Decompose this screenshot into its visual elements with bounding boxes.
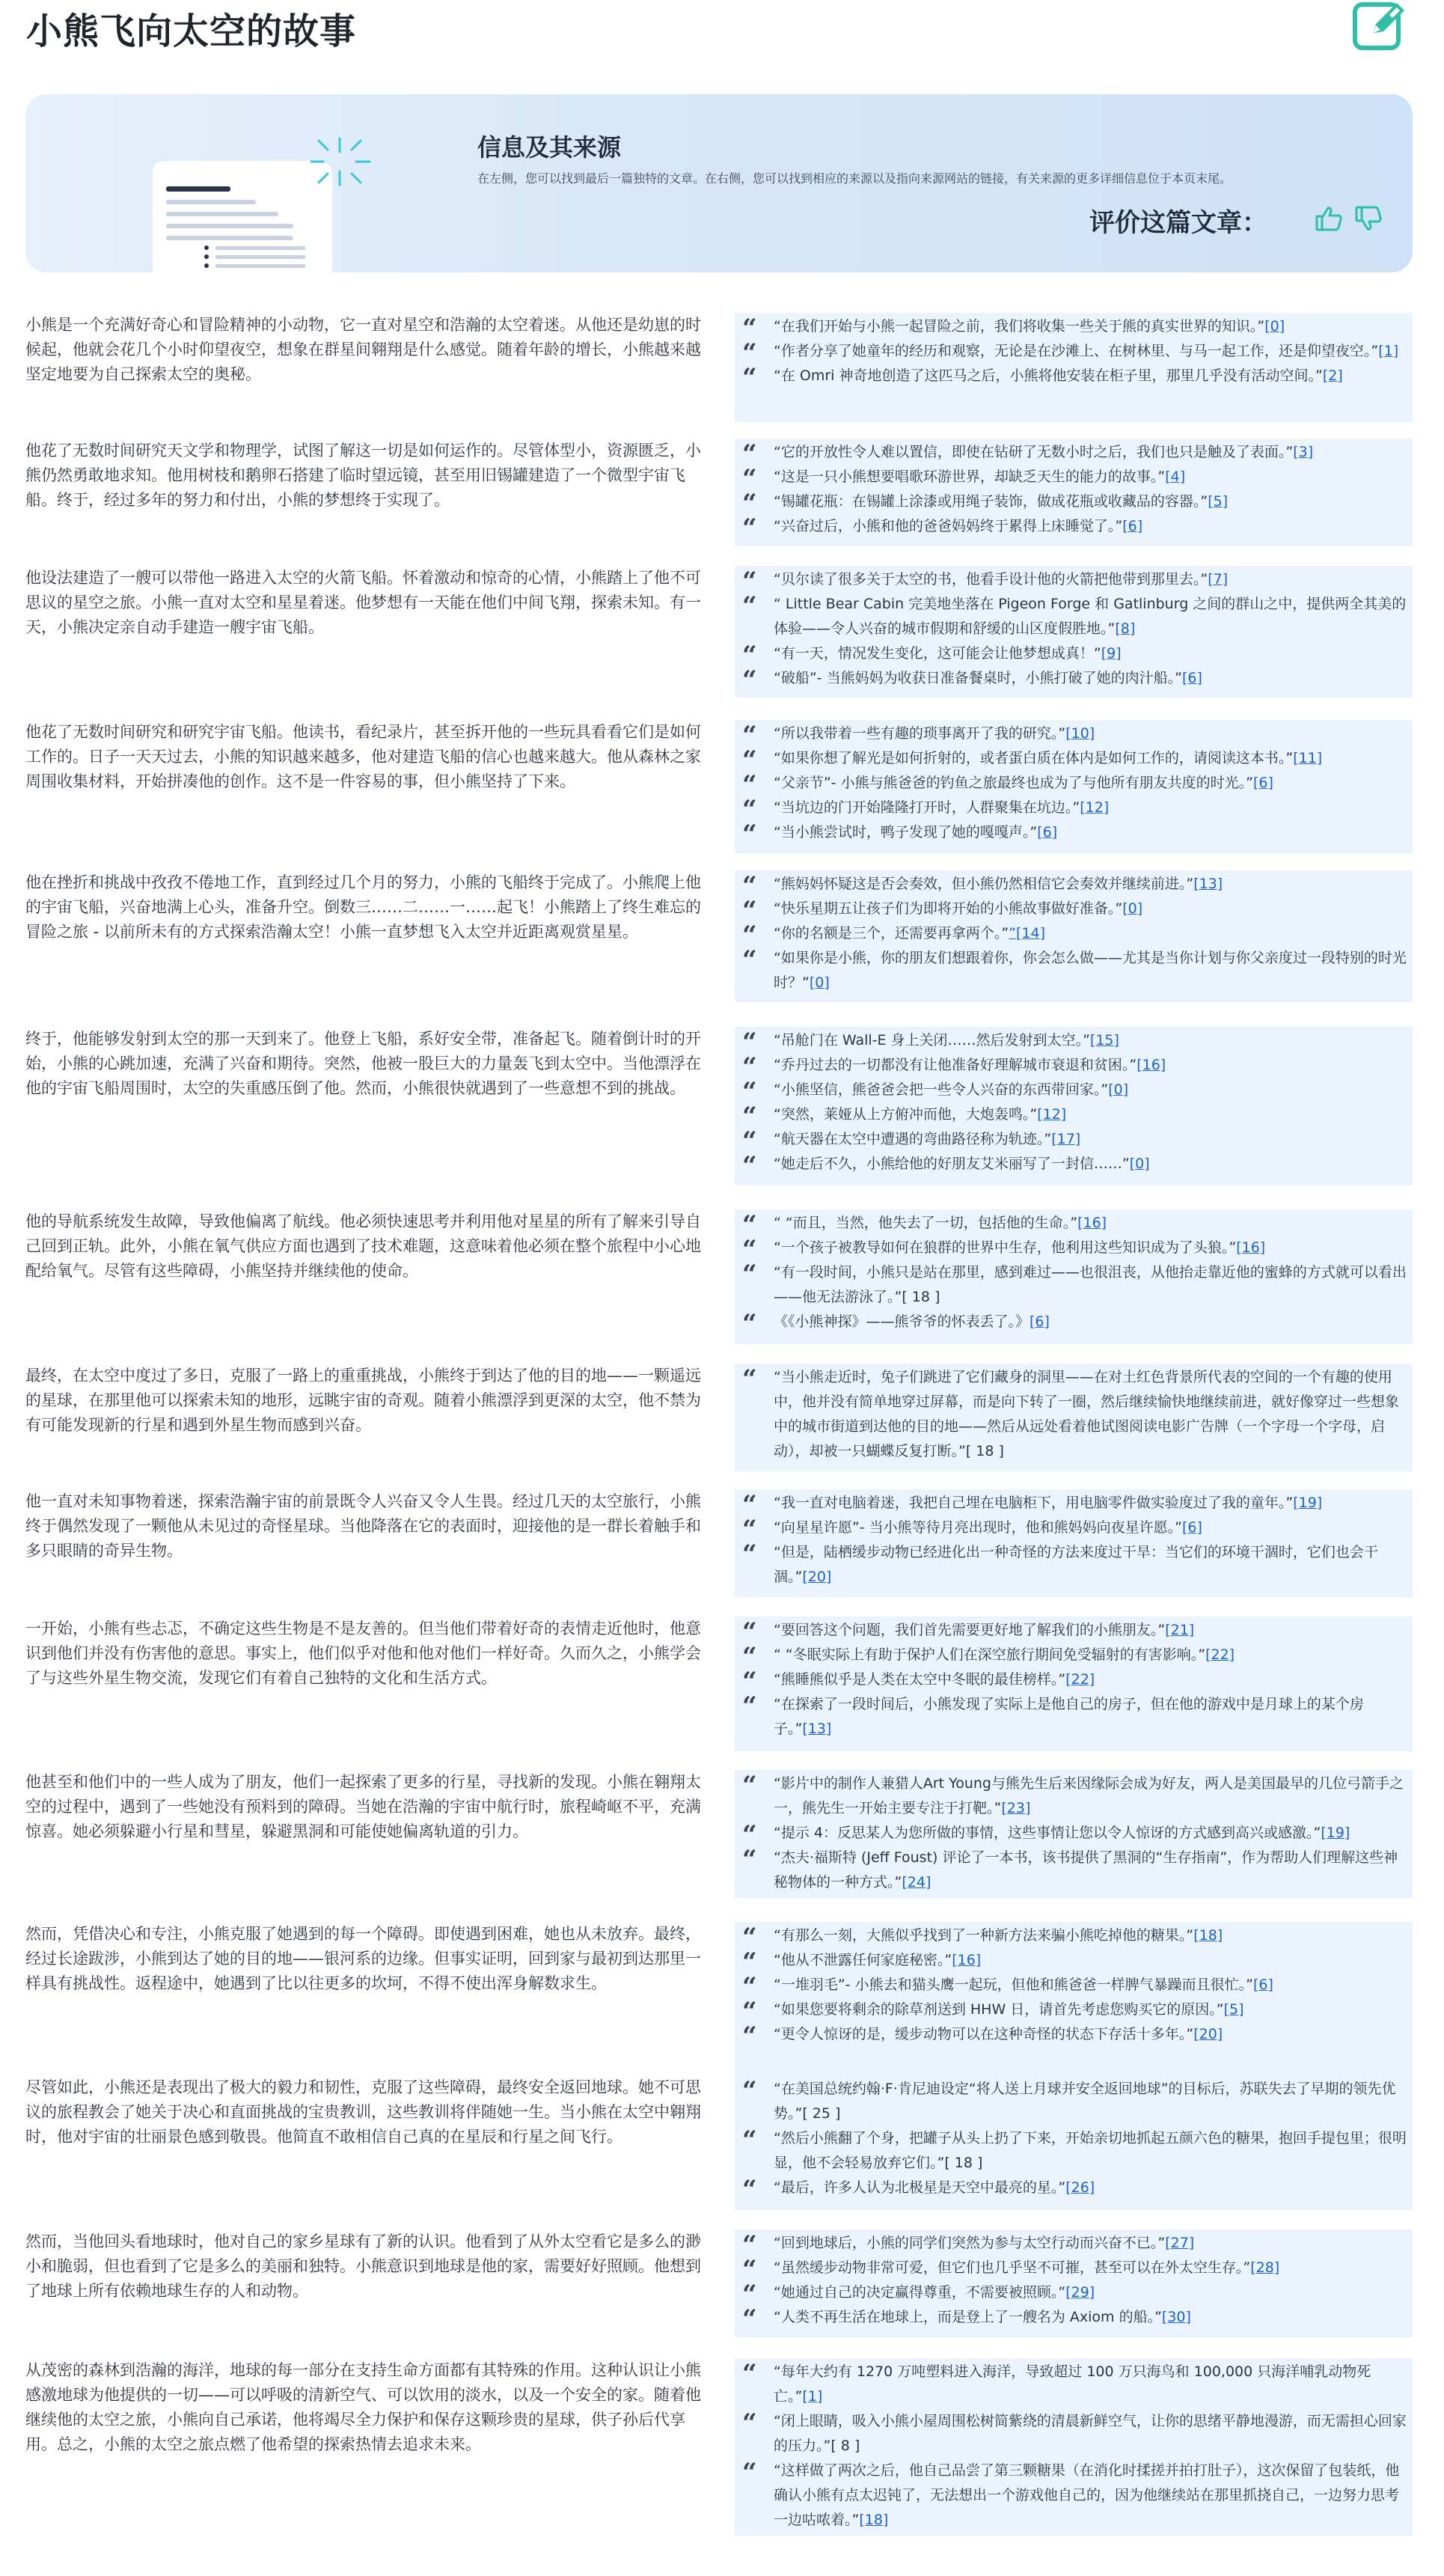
quote-text: “你的名额是三个，还需要再拿两个。” <box>774 925 1009 941</box>
source-reference-link[interactable]: [24] <box>902 1874 931 1890</box>
source-reference-link[interactable]: [19] <box>1321 1825 1350 1841</box>
quote-text: “作者分享了她童年的经历和观察，无论是在沙滩上、在树林里、与马一起工作，还是仰望夜空。” <box>774 343 1379 359</box>
source-reference-link[interactable]: [9] <box>1101 645 1122 662</box>
quote-text: “他从不泄露任何家庭秘密。” <box>774 1952 952 1968</box>
source-quote <box>735 2175 1413 2205</box>
article-paragraph: 一开始，小熊有些忐忑，不确定这些生物是不是友善的。但当他们带着好奇的表情走近他时，他意识到他们并没有伤害他的意思。事实上，他们似乎对他和他对他们一样好奇。久而久之，小熊学会了与这些外星生物交流，发现它们有着自己独特的文化和生活方式。 <box>25 1620 701 1687</box>
source-reference-link[interactable]: [1] <box>1378 343 1399 359</box>
source-quote <box>735 314 1413 344</box>
quote-mark-icon: “ <box>742 2304 757 2334</box>
source-reference-link: [ 18 ] <box>902 1289 940 1305</box>
source-quote <box>735 464 1413 494</box>
quote-mark-icon: “ <box>742 1126 757 1156</box>
source-quote <box>735 1540 1413 1590</box>
quote-text: “在我们开始与小熊一起冒险之前，我们将收集一些关于熊的真实世界的知识。” <box>774 318 1265 335</box>
quote-mark-icon: “ <box>742 1972 757 2002</box>
edit-pencil-icon <box>1350 0 1410 52</box>
source-quote <box>735 795 1413 825</box>
source-quote <box>735 770 1413 800</box>
article-paragraph: 终于，他能够发射到太空的那一天到来了。他登上飞船，系好安全带，准备起飞。随着倒计时的开始，小熊的心跳加速，充满了兴奋和期待。突然，他被一股巨大的力量轰飞到太空中。当他漂浮在他的宇宙飞船周围时，太空的失重感压倒了他。然而，小熊很快就遇到了一些意想不到的挑战。 <box>25 1030 701 1097</box>
quote-mark-icon: “ <box>742 2255 757 2285</box>
source-reference-link[interactable]: [6] <box>1181 1519 1202 1536</box>
source-reference-link[interactable]: [6] <box>1030 1313 1050 1330</box>
source-reference-link[interactable]: [22] <box>1205 1646 1235 1663</box>
source-quote <box>735 1515 1413 1545</box>
quote-mark-icon: “ <box>742 1845 757 1875</box>
quote-text: “人类不再生活在地球上，而是登上了一艘名为 Axiom 的船。” <box>774 2309 1162 2325</box>
quote-text: “如果您要将剩余的除草剂送到 HHW 日，请首先考虑您购买它的原因。” <box>774 2001 1224 2018</box>
thumb-down-button[interactable] <box>1353 204 1383 234</box>
source-reference-link[interactable]: [20] <box>802 1569 832 1585</box>
thumb-up-icon <box>1314 204 1344 234</box>
quote-text: “提示 4：反思某人为您所做的事情，这些事情让您以令人惊讶的方式感到高兴或感激。” <box>774 1825 1321 1841</box>
source-quote <box>735 2304 1413 2334</box>
thumb-up-button[interactable] <box>1314 204 1344 234</box>
quote-text: “她走后不久，小熊给他的好朋友艾米丽写了一封信……” <box>774 1156 1130 1172</box>
source-quote <box>735 2230 1413 2260</box>
source-reference-link: [ 25 ] <box>802 2105 841 2122</box>
source-quote <box>735 641 1413 671</box>
banner-description: 在左侧，您可以找到最后一篇独特的文章。在右侧，您可以找到相应的来源以及指向来源网站的链接，有关来源的更多详细信息位于本页末尾。 <box>477 171 1232 186</box>
quote-text: “我一直对电脑着迷，我把自己埋在电脑柜下，用电脑零件做实验度过了我的童年。” <box>774 1495 1294 1511</box>
article-paragraph: 然而，当他回头看地球时，他对自己的家乡星球有了新的认识。他看到了从外太空看它是多么的渺小和脆弱，但也看到了它是多么的美丽和独特。小熊意识到地球是他的家，需要好好照顾。他想到了地球上所有依赖地球生存的人和动物。 <box>25 2232 701 2300</box>
source-quote <box>735 439 1413 469</box>
quote-text: “闭上眼睛，吸入小熊小屋周围松树简紫绕的清晨新鲜空气，让你的思绪平静地漫游，而无需担心回家的压力。” <box>774 2413 1407 2454</box>
source-reference-link[interactable]: [10] <box>1065 725 1095 742</box>
source-quote <box>735 946 1413 995</box>
source-reference-link[interactable]: [18] <box>859 2512 889 2528</box>
source-reference-link[interactable]: [2] <box>1322 367 1343 384</box>
quote-mark-icon: “ <box>742 1235 757 1265</box>
source-reference-link[interactable]: [19] <box>1293 1495 1323 1511</box>
source-quote <box>735 1642 1413 1672</box>
source-reference-link[interactable]: [6] <box>1252 1977 1273 1993</box>
quote-text: “虽然缓步动物非常可爱，但它们也几乎坚不可摧，甚至可以在外太空生存。” <box>774 2259 1251 2276</box>
quote-text: “但是，陆栖缓步动物已经进化出一种奇怪的方法来度过干旱：当它们的环境干涸时，它们也会干涸。” <box>774 1544 1378 1585</box>
article-paragraph: 最终，在太空中度过了多日，克服了一路上的重重挑战，小熊终于到达了他的目的地——一颗遥远的星球，在那里他可以探索未知的地形，远眺宇宙的奇观。随着小熊漂浮到更深的太空，他不禁为有可能发现新的行星和遇到外星生物而感到兴奋。 <box>25 1367 701 1434</box>
quote-text: “贝尔读了很多关于太空的书，他看手设计他的火箭把他带到那里去。” <box>774 571 1208 587</box>
source-quote <box>735 2459 1413 2533</box>
quote-text: “影片中的制作人兼猎人Art Young与熊先生后来因缘际会成为好友，两人是美国最早的几位弓箭手之一，熊先生一开始主要专注于打靶。” <box>774 1775 1404 1816</box>
quote-text: “要回答这个问题，我们首先需要更好地了解我们的小熊朋友。” <box>774 1622 1166 1638</box>
article-paragraph: 他在挫折和挑战中孜孜不倦地工作，直到经过几个月的努力，小熊的飞船终于完成了。小熊爬上他的宇宙飞船，兴奋地满上心头，准备升空。倒数三……二……一……起飞！小熊踏上了终生难忘的冒险之旅 - 以前所未有的方式探索浩瀚太空！小熊一直梦想飞入太空并近距离观赏星星。 <box>25 873 701 941</box>
quote-text: “一个孩子被教导如何在狼群的世界中生存，他利用这些知识成为了头狼。” <box>774 1239 1237 1256</box>
info-banner <box>25 94 1413 272</box>
quote-text: “然后小熊翻了个身，把罐子从头上扔了下来，开始亲切地抓起五颜六色的糖果，抱回手提包里；很明显，他不会轻易放弃它们。” <box>774 2130 1407 2171</box>
quote-text: “当小熊尝试时，鸭子发现了她的嘎嘎声。” <box>774 824 1038 840</box>
quote-text: “这是一只小熊想要唱歌环游世界，却缺乏天生的能力的故事。” <box>774 468 1166 485</box>
quote-text: 《《小熊神探》——熊爷爷的怀表丢了。》 <box>774 1313 1030 1330</box>
source-quotes-panel <box>735 1617 1413 1751</box>
thumb-down-icon <box>1353 204 1383 234</box>
quote-mark-icon: “ <box>742 745 757 775</box>
source-quote <box>735 721 1413 751</box>
source-quote <box>735 1820 1413 1850</box>
source-quote <box>735 2126 1413 2176</box>
source-reference-link[interactable]: [0] <box>809 974 830 991</box>
source-reference-link[interactable]: [5] <box>1208 493 1229 510</box>
quote-mark-icon: “ <box>742 1052 757 1082</box>
source-reference-link[interactable]: [27] <box>1165 2235 1195 2251</box>
source-quote <box>735 1771 1413 1821</box>
quote-mark-icon: “ <box>742 1691 757 1721</box>
source-quote <box>735 1052 1413 1082</box>
quote-text: “向星星许愿”- 当小熊等待月亮出现时，他和熊妈妈向夜星许愿。” <box>774 1519 1182 1536</box>
source-quote <box>735 1923 1413 1953</box>
quote-text: “ Little Bear Cabin 完美地坐落在 Pigeon Forge 和 Gatlinburg 之间的群山之中，提供两全其美的体验——令人兴奋的城市假期和舒缓的山区度假胜地。” <box>774 596 1407 637</box>
quote-mark-icon: “ <box>742 314 757 344</box>
source-quotes-panel <box>735 1364 1413 1471</box>
quote-mark-icon: “ <box>742 1490 757 1520</box>
quote-mark-icon: “ <box>742 795 757 825</box>
source-reference-link: [ 8 ] <box>830 2438 860 2454</box>
quote-text: “更令人惊讶的是，缓步动物可以在这种奇怪的状态下存活十多年。” <box>774 2026 1194 2042</box>
source-quote <box>735 1077 1413 1107</box>
source-reference-link[interactable]: [26] <box>1065 2179 1095 2196</box>
quote-mark-icon: “ <box>742 2175 757 2205</box>
source-quote <box>735 513 1413 543</box>
quote-text: “熊妈妈怀疑这是否会奏效，但小熊仍然相信它会奏效并继续前进。” <box>774 876 1194 892</box>
source-reference-link: [ 18 ] <box>944 2155 983 2171</box>
source-reference-link[interactable]: [8] <box>1115 620 1136 637</box>
quote-text: “有那么一刻，大熊似乎找到了一种新方法来骗小熊吃掉他的糖果。” <box>774 1927 1194 1944</box>
source-reference-link[interactable]: [6] <box>1037 824 1058 840</box>
source-reference-link[interactable]: [0] <box>1264 318 1285 335</box>
quote-text: “当坑边的门开始隆隆打开时，人群聚集在坑边。” <box>774 799 1080 816</box>
quote-mark-icon: “ <box>742 464 757 494</box>
source-reference-link[interactable]: [15] <box>1089 1032 1119 1049</box>
quote-mark-icon: “ <box>742 1364 757 1394</box>
quote-mark-icon: “ <box>742 2021 757 2051</box>
edit-button[interactable] <box>1350 0 1410 52</box>
source-reference-link[interactable]: [21] <box>1165 1622 1195 1638</box>
source-quote <box>735 489 1413 519</box>
source-quote <box>735 1997 1413 2027</box>
quote-text: “如果你是小熊，你的朋友们想跟着你，你会怎么做——尤其是当你计划与你父亲度过一段特别的时光时？” <box>774 950 1407 991</box>
source-quote <box>735 1365 1413 1464</box>
quote-mark-icon: “ <box>742 1997 757 2027</box>
source-quote <box>735 896 1413 926</box>
source-quote <box>735 1126 1413 1156</box>
source-quotes-panel <box>735 1922 1413 2081</box>
source-quotes-panel <box>735 566 1413 698</box>
quote-text: “每年大约有 1270 万吨塑料进入海洋，导致超过 100 万只海鸟和 100,000 只海洋哺乳动物死亡。” <box>774 2363 1371 2405</box>
source-quote <box>735 2077 1413 2126</box>
source-reference-link[interactable]: [17] <box>1051 1131 1081 1147</box>
source-quotes-panel <box>735 1209 1413 1344</box>
quote-mark-icon: “ <box>742 1260 757 1289</box>
article-paragraph: 尽管如此，小熊还是表现出了极大的毅力和韧性，克服了这些障碍，最终安全返回地球。她不可思议的旅程教会了她关于决心和直面挑战的宝贵教训，这些教训将伴随她一生。当小熊在太空中翱翔时，他对宇宙的壮丽景色感到敬畏。他简直不敢相信自己真的在星辰和行星之间飞行。 <box>25 2078 701 2146</box>
quote-text: “乔丹过去的一切都没有让他准备好理解城市衰退和贫困。” <box>774 1057 1137 1073</box>
quote-mark-icon: “ <box>742 1028 757 1057</box>
quote-mark-icon: “ <box>742 338 757 368</box>
source-reference-link[interactable]: [1] <box>802 2388 823 2405</box>
quote-mark-icon: “ <box>742 1539 757 1569</box>
source-quotes-panel <box>735 2075 1413 2210</box>
quote-mark-icon: “ <box>742 2359 757 2389</box>
article-paragraph: 他花了无数时间研究天文学和物理学，试图了解这一切是如何运作的。尽管体型小，资源匮乏，小熊仍然勇敢地求知。他用树枝和鹅卵石搭建了临时望远镜，甚至用旧锡罐建造了一个微型宇宙飞船。终于，经过多年的努力和付出，小熊的梦想终于实现了。 <box>25 442 701 509</box>
quote-mark-icon: “ <box>742 641 757 671</box>
source-reference-link[interactable]: [4] <box>1165 468 1186 485</box>
source-quote <box>735 871 1413 901</box>
article-paragraph: 他设法建造了一艘可以带他一路进入太空的火箭飞船。怀着激动和惊奇的心情，小熊踏上了他不可思议的星空之旅。小熊一直对太空和星星着迷。他梦想有一天能在他们中间飞翔，探索未知。有一天，小熊决定亲自动手建造一艘宇宙飞船。 <box>25 569 701 636</box>
quote-mark-icon: “ <box>742 2280 757 2310</box>
quote-mark-icon: “ <box>742 770 757 800</box>
article-paragraph: 他甚至和他们中的一些人成为了朋友，他们一起探索了更多的行星，寻找新的发现。小熊在翱翔太空的过程中，遇到了一些她没有预料到的障碍。当她在浩瀚的宇宙中航行时，旅程崎岖不平，充满惊喜。她必须躲避小行星和彗星，躲避黑洞和可能使她偏离轨道的引力。 <box>25 1773 701 1840</box>
source-reference-link[interactable]: [16] <box>1136 1057 1166 1073</box>
quote-mark-icon: “ <box>742 871 757 901</box>
quote-mark-icon: “ <box>742 489 757 519</box>
source-quote <box>735 1617 1413 1647</box>
quote-mark-icon: “ <box>742 1151 757 1181</box>
quote-text: “ “而且，当然，他失去了一切，包括他的生命。” <box>774 1215 1078 1231</box>
source-quotes-panel <box>735 870 1413 1002</box>
source-reference-link[interactable]: [12] <box>1037 1106 1067 1123</box>
source-quote <box>735 2409 1413 2459</box>
page-title: 小熊飞向太空的故事 <box>26 10 357 52</box>
source-quotes-panel <box>735 1027 1413 1185</box>
quote-text: “回到地球后，小熊的同学们突然为参与太空行动而兴奋不已。” <box>774 2235 1166 2251</box>
article-paragraph: 他一直对未知事物着迷，探索浩瀚宇宙的前景既令人兴奋又令人生畏。经过几天的太空旅行，小熊终于偶然发现了一颗他从未见过的奇怪星球。当他降落在它的表面时，迎接他的是一群长着触手和多只眼睛的奇异生物。 <box>25 1492 701 1560</box>
quote-text: “在 Omri 神奇地创造了这匹马之后，小熊将他安装在柜子里，那里几乎没有活动空间。” <box>774 367 1323 384</box>
quote-text: “所以我带着一些有趣的琐事离开了我的研究。” <box>774 725 1066 742</box>
source-reference-link[interactable]: [16] <box>952 1952 982 1968</box>
source-quote <box>735 820 1413 849</box>
source-quote <box>735 592 1413 641</box>
source-reference-link[interactable]: [16] <box>1236 1239 1266 1256</box>
quote-mark-icon: “ <box>742 1077 757 1107</box>
quote-text: “突然，莱娅从上方俯冲而他，大炮轰鸣。” <box>774 1106 1038 1123</box>
source-quote <box>735 1151 1413 1181</box>
quote-text: “快乐星期五让孩子们为即将开始的小熊故事做好准备。” <box>774 900 1123 917</box>
quote-text: “杰夫·福斯特 (Jeff Foust) 评论了一本书，该书提供了黑洞的“生存指南”，作为帮助人们理解这些神秘物体的一种方式。” <box>774 1849 1398 1890</box>
source-quote <box>735 567 1413 596</box>
quote-text: “这样做了两次之后，他自己品尝了第三颗糖果（在消化时揉搓并拍打肚子），这次保留了包装纸，他确认小熊有点太迟钝了，无法想出一个游戏他自己的，因为他继续站在那里抓挠自己，一边努力思考一边咕哝着。” <box>774 2462 1400 2528</box>
source-quote <box>735 1028 1413 1057</box>
article-paragraph: 然而，凭借决心和专注，小熊克服了她遇到的每一个障碍。即使遇到困难，她也从未放弃。最终，经过长途跋涉，小熊到达了她的目的地——银河系的边缘。但事实证明，回到家与最初到达那里一样具有挑战性。返程途中，她遇到了比以往更多的坎坷，不得不使出浑身解数求生。 <box>25 1925 701 1992</box>
article-paragraph: 从茂密的森林到浩瀚的海洋，地球的每一部分在支持生命方面都有其特殊的作用。这种认识让小熊感激地球为他提供的一切——可以呼吸的清新空气、可以饮用的淡水，以及一个安全的家。随着他继续他的太空之旅，小熊向自己承诺，他将竭尽全力保护和保存这颗珍贵的星球，供子孙后代享用。总之，小熊的太空之旅点燃了他希望的探索热情去追求未来。 <box>25 2361 701 2453</box>
quote-text: “熊睡熊似乎是人类在太空中冬眠的最佳榜样。” <box>774 1671 1066 1688</box>
document-illustration-icon <box>138 128 385 272</box>
quote-mark-icon: “ <box>742 1642 757 1672</box>
quote-text: “ “冬眠实际上有助于保护人们在深空旅行期间免受辐射的有害影响。” <box>774 1646 1206 1663</box>
source-reference-link[interactable]: [22] <box>1065 1671 1095 1688</box>
quote-text: “她通过自己的决定赢得尊重，不需要被照顾。” <box>774 2284 1066 2301</box>
quote-mark-icon: “ <box>742 665 757 695</box>
source-reference-link[interactable]: [20] <box>1193 2026 1223 2042</box>
quote-mark-icon: “ <box>742 2076 757 2106</box>
quote-text: “有一天，情况发生变化，这可能会让他梦想成真！” <box>774 645 1101 662</box>
source-reference-link[interactable]: [0] <box>1108 1081 1129 1098</box>
quote-mark-icon: “ <box>742 1617 757 1647</box>
source-reference-link[interactable]: [12] <box>1080 799 1110 816</box>
quote-mark-icon: “ <box>742 363 757 393</box>
quote-text: “锡罐花瓶：在锡罐上涂漆或用绳子装饰，做成花瓶或收藏品的容器。” <box>774 493 1208 510</box>
source-reference-link[interactable]: [11] <box>1293 750 1323 766</box>
quote-mark-icon: “ <box>742 896 757 926</box>
source-reference-link[interactable]: [6] <box>1122 518 1143 534</box>
quote-mark-icon: “ <box>742 591 757 621</box>
quote-mark-icon: “ <box>742 945 757 975</box>
quote-mark-icon: “ <box>742 439 757 469</box>
source-quote <box>735 1210 1413 1240</box>
quote-mark-icon: “ <box>742 1309 757 1339</box>
quote-mark-icon: “ <box>742 1771 757 1801</box>
source-reference-link[interactable]: [13] <box>1193 876 1223 892</box>
source-quote <box>735 1846 1413 1895</box>
source-quote <box>735 363 1413 393</box>
quote-mark-icon: “ <box>742 1820 757 1850</box>
quote-text: “小熊坚信，熊爸爸会把一些令人兴奋的东西带回家。” <box>774 1081 1109 1098</box>
source-quotes-panel <box>735 439 1413 546</box>
source-quote <box>735 1309 1413 1339</box>
quote-mark-icon: “ <box>742 1102 757 1132</box>
banner-title: 信息及其来源 <box>477 133 622 162</box>
source-quote <box>735 2021 1413 2051</box>
source-quotes-panel <box>735 313 1413 422</box>
source-quote <box>735 921 1413 950</box>
quote-text: “航天器在太空中遭遇的弯曲路径称为轨迹。” <box>774 1131 1052 1147</box>
quote-text: “在探索了一段时间后，小熊发现了实际上是他自己的房子，但在他的游戏中是月球上的某个房子。” <box>774 1696 1364 1737</box>
source-reference-link[interactable]: [5] <box>1223 2001 1244 2018</box>
quote-mark-icon: “ <box>742 820 757 849</box>
source-quote <box>735 2360 1413 2409</box>
quote-text: “父亲节”- 小熊与熊爸爸的钓鱼之旅最终也成为了与他所有朋友共度的时光。” <box>774 775 1253 791</box>
source-quote <box>735 745 1413 775</box>
source-quote <box>735 2280 1413 2310</box>
quote-text: “它的开放性令人难以置信，即使在钻研了无数小时之后，我们也只是触及了表面。” <box>774 444 1294 460</box>
quote-mark-icon: “ <box>742 1923 757 1953</box>
source-quotes-panel <box>735 2229 1413 2337</box>
source-reference-link[interactable]: [16] <box>1077 1215 1107 1231</box>
source-reference-link[interactable]: ”[14] <box>1009 925 1046 941</box>
source-quote <box>735 1102 1413 1132</box>
quote-mark-icon: “ <box>742 1667 757 1697</box>
source-quote <box>735 1235 1413 1265</box>
source-reference-link[interactable]: [29] <box>1065 2284 1095 2301</box>
source-reference-link[interactable]: [3] <box>1293 444 1314 460</box>
source-quote <box>735 1667 1413 1697</box>
quote-mark-icon: “ <box>742 921 757 950</box>
quote-mark-icon: “ <box>742 1515 757 1545</box>
source-quote <box>735 1947 1413 1977</box>
source-reference-link[interactable]: [28] <box>1250 2259 1280 2276</box>
quote-text: “兴奋过后，小熊和他的爸爸妈妈终于累得上床睡觉了。” <box>774 518 1123 534</box>
source-reference-link[interactable]: [0] <box>1122 900 1143 917</box>
quote-mark-icon: “ <box>742 567 757 596</box>
source-reference-link[interactable]: [0] <box>1129 1156 1150 1172</box>
source-quotes-panel <box>735 720 1413 853</box>
quote-mark-icon: “ <box>742 1947 757 1977</box>
quote-mark-icon: “ <box>742 1210 757 1240</box>
quote-mark-icon: “ <box>742 721 757 751</box>
article-paragraph: 他花了无数时间研究和研究宇宙飞船。他读书，看纪录片，甚至拆开他的一些玩具看看它们是如何工作的。日子一天天过去，小熊的知识越来越多，他对建造飞船的信心也越来越大。他从森林之家周围收集材料，开始拼凑他的创作。这不是一件容易的事，但小熊坚持了下来。 <box>25 723 701 790</box>
source-reference-link[interactable]: [30] <box>1161 2309 1191 2325</box>
source-reference-link[interactable]: [6] <box>1252 775 1273 791</box>
source-quote <box>735 1260 1413 1310</box>
source-quotes-panel <box>735 1770 1413 1898</box>
source-quote <box>735 665 1413 695</box>
article-paragraph: 小熊是一个充满好奇心和冒险精神的小动物，它一直对星空和浩瀚的太空着迷。从他还是幼崽的时候起，他就会花几个小时仰望夜空，想象在群星间翱翔是什么感觉。随着年龄的增长，小熊越来越坚定地要为自己探索太空的奥秘。 <box>25 316 701 383</box>
source-quote <box>735 1490 1413 1520</box>
quote-mark-icon: “ <box>742 2408 757 2438</box>
quote-mark-icon: “ <box>742 513 757 543</box>
quote-text: “破船”- 当熊妈妈为收获日准备餐桌时，小熊打破了她的肉汁船。” <box>774 670 1182 686</box>
quote-text: “当小熊走近时，兔子们跳进了它们藏身的洞里——在对土红色背景所代表的空间的一个有趣的使用中，他并没有简单地穿过屏幕，而是向下转了一圈，然后继续愉快地继续前进，就好像穿过一些想象中的城市街道到达他的目的地——然后从远处看着他试图阅读电影广告牌（一个字母一个字母，启动），却被一只蝴蝶反复打断。” <box>774 1369 1400 1459</box>
quote-mark-icon: “ <box>742 2458 757 2488</box>
source-quotes-panel <box>735 1489 1413 1597</box>
quote-text: “吊舱门在 Wall-E 身上关闭……然后发射到太空。” <box>774 1032 1090 1049</box>
quote-text: “最后，许多人认为北极星是天空中最亮的星。” <box>774 2179 1066 2196</box>
source-quote <box>735 1972 1413 2002</box>
source-quote <box>735 2255 1413 2285</box>
quote-text: “如果你想了解光是如何折射的，或者蛋白质在体内是如何工作的，请阅读这本书。” <box>774 750 1294 766</box>
source-quote <box>735 338 1413 368</box>
quote-mark-icon: “ <box>742 2125 757 2155</box>
source-reference-link: [ 18 ] <box>965 1443 1004 1459</box>
quote-mark-icon: “ <box>742 2230 757 2260</box>
quote-text: “有一段时间，小熊只是站在那里，感到难过——也很沮丧，从他抬走靠近他的蜜蜂的方式就可以看出——他无法游泳了。” <box>774 1264 1407 1305</box>
source-reference-link[interactable]: [23] <box>1001 1800 1031 1816</box>
source-quotes-panel <box>735 2358 1413 2536</box>
rate-article-label: 评价这篇文章： <box>1089 208 1267 238</box>
quote-text: “一堆羽毛”- 小熊去和猫头鹰一起玩，但他和熊爸爸一样脾气暴躁而且很忙。” <box>774 1977 1253 1993</box>
source-reference-link[interactable]: [18] <box>1193 1927 1223 1944</box>
source-quote <box>735 1692 1413 1742</box>
article-paragraph: 他的导航系统发生故障，导致他偏离了航线。他必须快速思考并利用他对星星的所有了解来引导自己回到正轨。此外，小熊在氧气供应方面也遇到了技术难题，这意味着他必须在整个旅程中小心地配给氧气。尽管有这些障碍，小熊坚持并继续他的使命。 <box>25 1212 701 1280</box>
source-reference-link[interactable]: [6] <box>1181 670 1202 686</box>
source-reference-link[interactable]: [13] <box>802 1721 832 1737</box>
quote-text: “在美国总统约翰·F·肯尼迪设定“将人送上月球并安全返回地球”的目标后，苏联失去了早期的领先优势。” <box>774 2081 1396 2122</box>
source-reference-link[interactable]: [7] <box>1208 571 1229 587</box>
